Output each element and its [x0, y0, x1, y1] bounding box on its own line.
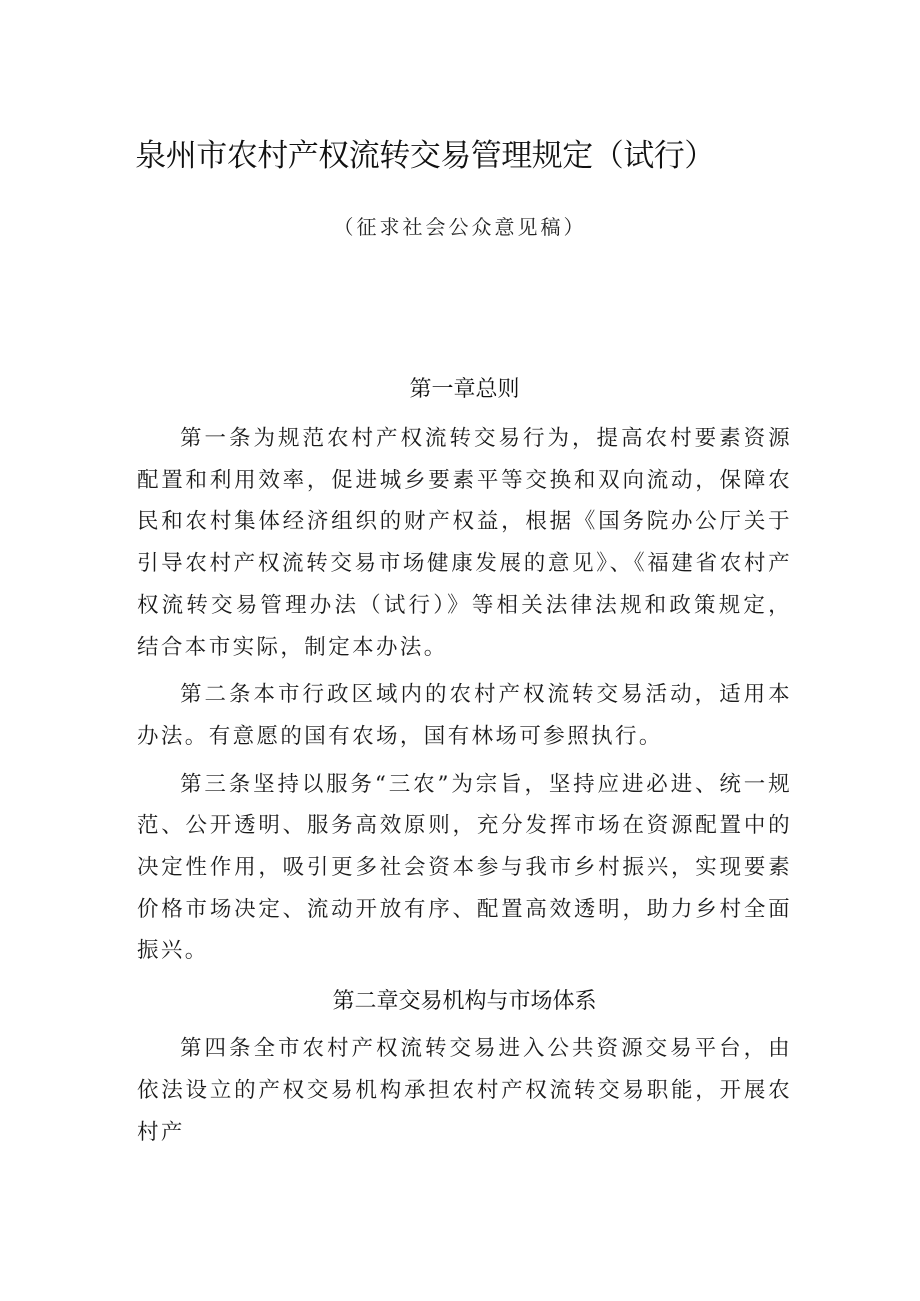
chapter-2-heading: 第二章交易机构与市场体系: [332, 989, 597, 1015]
article-4: 第四条全市农村产权流转交易进入公共资源交易平台，由依法设立的产权交易机构承担农村产权流转交易职能，开展农村产: [137, 1036, 792, 1145]
document-title: 泉州市农村产权流转交易管理规定（试行）: [135, 138, 715, 174]
article-2: 第二条本市行政区域内的农村产权流转交易活动，适用本办法。有意愿的国有农场，国有林场可参照执行。: [137, 682, 792, 749]
article-3: 第三条坚持以服务“三农”为宗旨，坚持应进必进、统一规范、公开透明、服务高效原则，充分发挥市场在资源配置中的决定性作用，吸引更多社会资本参与我市乡村振兴，实现要素价格市场决定、流动开放有序、配置高效透明，助力乡村全面振兴。: [137, 771, 792, 964]
document-subtitle: （征求社会公众意见稿）: [333, 215, 587, 239]
chapter-1-heading: 第一章总则: [409, 377, 520, 402]
document-body: [137, 370, 792, 1153]
article-1: 第一条为规范农村产权流转交易行为，提高农村要素资源配置和利用效率，促进城乡要素平等交换和双向流动，保障农民和农村集体经济组织的财产权益，根据《国务院办公厅关于引导农村产权流转交易市场健康发展的意见》、《福建省农村产权流转交易管理办法（试行）》等相关法律法规和政策规定，结合本市实际，制定本办法。: [137, 426, 792, 660]
